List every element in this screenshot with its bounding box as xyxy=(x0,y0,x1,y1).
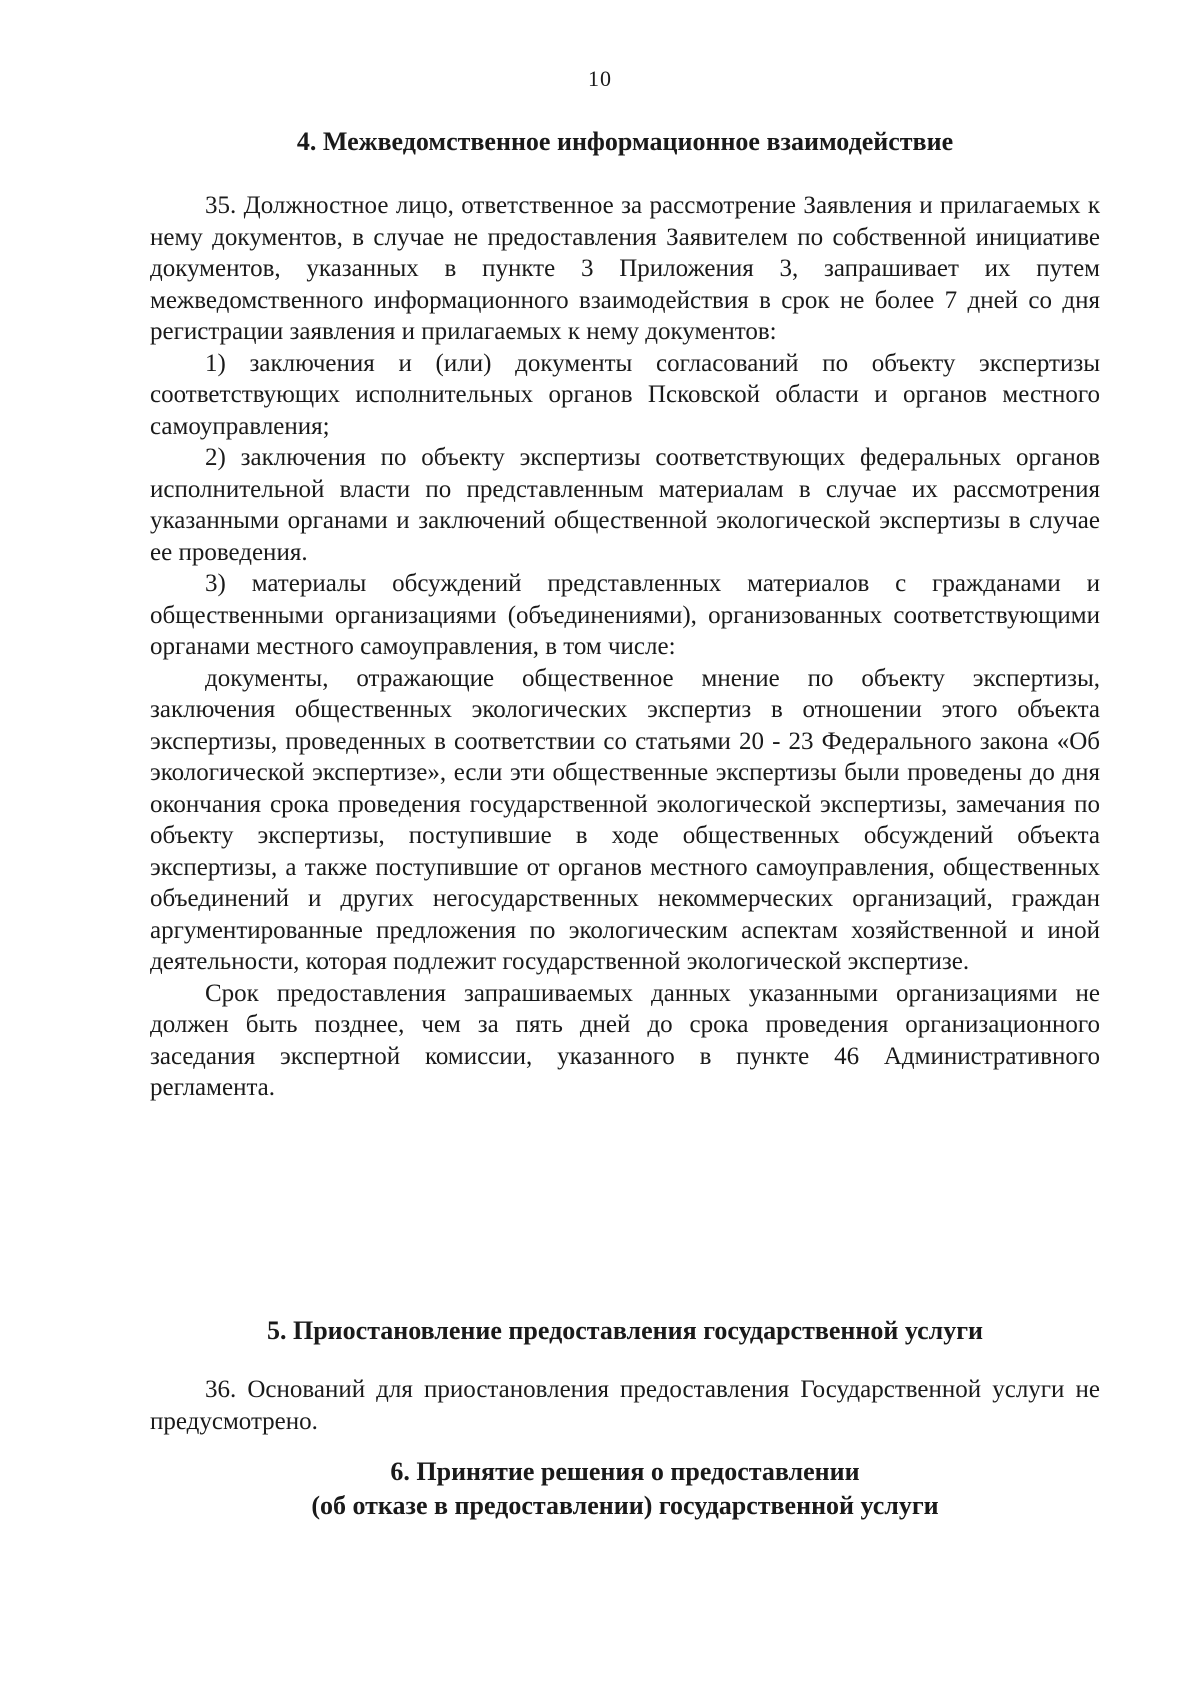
section-6-title xyxy=(150,1455,1100,1523)
section-6-title-line-2: (об отказе в предоставлении) государственной услуги xyxy=(311,1491,939,1520)
page-number: 10 xyxy=(588,66,612,91)
paragraph-item-1: 1) заключения и (или) документы согласований по объекту экспертизы соответствующих исполнительных органов Псковской области и органов местного самоуправления; xyxy=(150,349,1100,440)
paragraph-documents: документы, отражающие общественное мнение по объекту экспертизы, заключения общественных экологических экспертиз в отношении этого объекта экспертизы, проведенных в соответствии со статьями 20 - 23 Федерального закона «Об экологической экспертизе», если эти общественные экспертизы были проведены до дня окончания срока проведения государственной экологической экспертизы, замечания по объекту экспертизы, поступившие в ходе общественных обсуждений объекта экспертизы, а также поступившие от органов местного самоуправления, общественных объединений и других негосударственных некоммерческих организаций, граждан аргументированные предложения по экологическим аспектам хозяйственной и иной деятельности, которая подлежит государственной экологической экспертизе. xyxy=(150,664,1100,975)
paragraph-item-3: 3) материалы обсуждений представленных материалов с гражданами и общественными организациями (объединениями), организованных соответствующими органами местного самоуправления, в том числе: xyxy=(150,570,1100,660)
paragraph-deadline: Срок предоставления запрашиваемых данных указанными организациями не должен быть позднее, чем за пять дней до срока проведения организационного заседания экспертной комиссии, указанного в пункте 46 Административного регламента. xyxy=(150,979,1100,1101)
section-5-title: 5. Приостановление предоставления государственной услуги xyxy=(266,1316,983,1345)
section-4-body xyxy=(150,190,1100,1104)
paragraph-36: 36. Оснований для приостановления предоставления Государственной услуги не предусмотрено. xyxy=(150,1376,1100,1435)
section-5-body xyxy=(150,1374,1100,1437)
paragraph-item-2: 2) заключения по объекту экспертизы соответствующих федеральных органов исполнительной власти по представленным материалам в случае их рассмотрения указанными органами и заключений общественной экологической экспертизы в случае ее проведения. xyxy=(150,444,1100,566)
section-4-title: 4. Межведомственное информационное взаимодействие xyxy=(296,127,954,156)
paragraph-35: 35. Должностное лицо, ответственное за рассмотрение Заявления и прилагаемых к нему документов, в случае не предоставления Заявителем по собственной инициативе документов, указанных в пункте 3 Приложения 3, запрашивает их путем межведомственного информационного взаимодействия в срок не более 7 дней со дня регистрации заявления и прилагаемых к нему документов: xyxy=(150,192,1100,345)
section-6-title-line-1: 6. Принятие решения о предоставлении xyxy=(390,1457,860,1486)
